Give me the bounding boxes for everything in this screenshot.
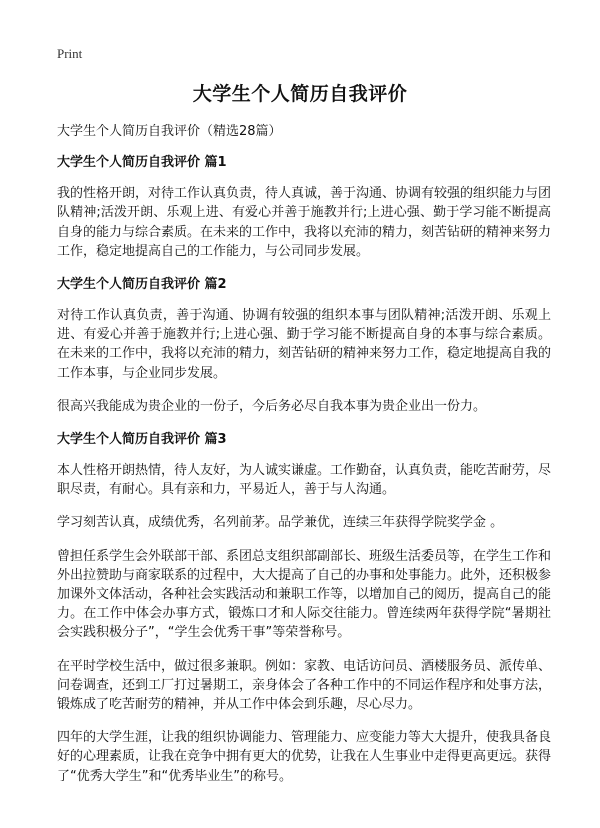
section-paragraph: 曾担任系学生会外联部干部、系团总支组织部副部长、班级生活委员等，在学生工作和外出拉赞助与商家联系的过程中，大大提高了自己的办事和处事能力。此外，还积极参加课外文体活动，各种社会实践活动和兼职工作等，以增加自己的阅历，提高自己的能力。在工作中体会办事方式，锻炼口才和人际交往能力。曾连续两年获得学院“暑期社会实践积极分子”，“学生会优秀干事”等荣誉称号。 [57, 548, 552, 641]
section-paragraph: 学习刻苦认真，成绩优秀，名列前茅。品学兼优，连续三年获得学院奖学金 。 [57, 515, 504, 531]
page-title: 大学生个人简历自我评价 [192, 83, 408, 105]
print-link[interactable]: Print [57, 46, 83, 61]
section-paragraph: 很高兴我能成为贵企业的一份子，今后务必尽自我本事为贵企业出一份力。 [57, 398, 487, 414]
section-heading: 大学生个人简历自我评价 篇3 [57, 432, 227, 448]
section-paragraph: 本人性格开朗热情，待人友好，为人诚实谦虚。工作勤奋，认真负责，能吃苦耐劳，尽职尽责，有耐心。具有亲和力，平易近人，善于与人沟通。 [57, 463, 552, 498]
section-2 [57, 275, 551, 416]
section-1 [57, 153, 551, 261]
section-paragraph: 对待工作认真负责，善于沟通、协调有较强的组织本事与团队精神;活泼开朗、乐观上进、有爱心并善于施教并行;上进心强、勤于学习能不断提高自身的本事与综合素质。在未来的工作中，我将以充沛的精力，刻苦钻研的精神来努力工作，稳定地提高自我的工作本事，与企业同步发展。 [57, 308, 552, 381]
section-paragraph: 在平时学校生活中，做过很多兼职。例如：家教、电话访问员、酒楼服务员、派传单、问卷调查，还到工厂打过暑期工，亲身体会了各种工作中的不同运作程序和处事方法，锻炼成了吃苦耐劳的精神，并从工作中体会到乐趣，尽心尽力。 [57, 658, 552, 713]
document-subtitle: 大学生个人简历自我评价（精选28篇） [57, 124, 282, 139]
section-3 [57, 430, 551, 786]
section-paragraph: 我的性格开朗，对待工作认真负责，待人真诚，善于沟通、协调有较强的组织能力与团队精神;活泼开朗、乐观上进、有爱心并善于施教并行;上进心强、勤于学习能不断提高自身的能力与综合素质。在未来的工作中，我将以充沛的精力，刻苦钻研的精神来努力工作，稳定地提高自己的工作能力，与公司同步发展。 [57, 186, 552, 259]
section-heading: 大学生个人简历自我评价 篇2 [57, 277, 227, 293]
section-heading: 大学生个人简历自我评价 篇1 [57, 155, 227, 171]
document-body [57, 122, 551, 800]
section-paragraph: 四年的大学生涯，让我的组织协调能力、管理能力、应变能力等大大提升，使我具备良好的心理素质，让我在竞争中拥有更大的优势，让我在人生事业中走得更高更远。获得了“优秀大学生”和“优秀毕业生”的称号。 [57, 730, 552, 784]
